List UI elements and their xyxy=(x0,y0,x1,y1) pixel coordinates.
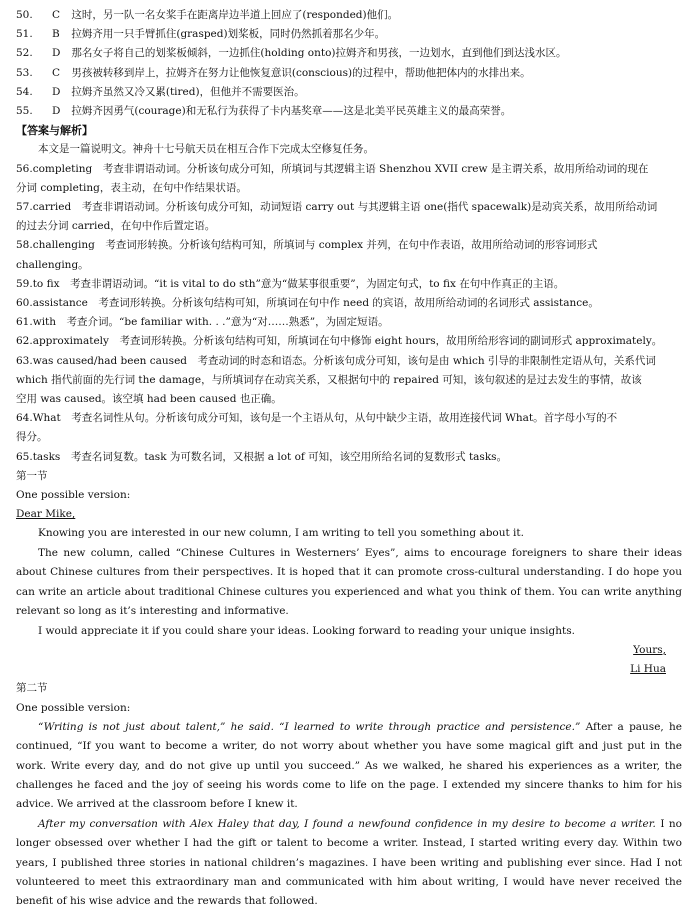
answer-line-52: 52. D 那名女子将自己的划桨板倾斜，一边抓住(holding onto)拉姆齐和男孩，一边划水，直到他们到达浅水区。 xyxy=(16,47,567,60)
section-2-version: One possible version: xyxy=(16,701,131,714)
grammar-item-56-cont: 分词 completing，表主动，在句中作结果状语。 xyxy=(16,181,247,194)
grammar-item-64: 64.What 考查名词性从句。分析该句成分可知，该句是一个主语从句，从句中缺少主语，故用连接代词 What。首字母小写的不 xyxy=(16,412,618,425)
analysis-heading: 【 答案与解析 】 xyxy=(16,121,682,140)
grammar-item-61: 61.with 考查介词。“be familiar with. . .”意为“对……熟悉”，为固定短语。 xyxy=(16,316,389,329)
answer-line-55: 55. D 拉姆齐因勇气(courage)和无私行为获得了卡内基奖章——这是北美平民英雄主义的最高荣誉。 xyxy=(16,105,512,118)
answer-line-51: 51. B 拉姆齐用一只手臂抓住(grasped)划桨板，同时仍然抓着那名少年。 xyxy=(16,28,386,41)
writing-section-1 xyxy=(16,467,682,679)
answer-line-53: 53. C 男孩被转移到岸上，拉姆齐在努力让他恢复意识(conscious)的过程中，帮助他把体内的水排出来。 xyxy=(16,66,531,79)
grammar-item-58: 58.challenging 考查词形转换。分析该句结构可知，所填词与 complex 并列，在句中作表语，故用所给动词的形容词形式 xyxy=(16,239,598,252)
cloze-answers xyxy=(16,6,682,121)
analysis-intro: 本文是一篇说明文。神舟十七号航天员在相互合作下完成太空修复任务。 xyxy=(38,143,374,156)
letter-paragraph-2: The new column, called “Chinese Cultures in Westerners’ Eyes”, aims to encourage foreigners to share their ideas about Chinese cultures from their perspectives. It is hoped that it can promote cross-cultural understanding. I do hope you can write an article about traditional Chinese cultures you experienced and what you think of them. You can write anything relevant so long as it’s interesting and informative. xyxy=(16,546,682,618)
grammar-item-65: 65.tasks 考查名词复数。task 为可数名词，又根据 a lot of 可知，该空用所给名词的复数形式 tasks。 xyxy=(16,450,508,463)
section-1-title: 第一节 xyxy=(16,469,48,482)
section-2-title: 第二节 xyxy=(16,682,48,695)
letter-paragraph-3: I would appreciate it if you could share your ideas. Looking forward to reading your unique insights. xyxy=(38,624,575,637)
grammar-answers xyxy=(16,160,682,467)
grammar-item-59: 59.to fix 考查非谓语动词。“it is vital to do sth”意为“做某事很重要”，为固定句式，to fix 在句中作真正的主语。 xyxy=(16,277,565,290)
letter-paragraph-1: Knowing you are interested in our new column, I am writing to tell you something about it. xyxy=(38,527,524,540)
grammar-item-64-cont: 得分。 xyxy=(16,431,48,444)
letter-closing: Yours, xyxy=(633,643,666,656)
story-paragraph-1: “Writing is not just about talent,” he said. “I learned to write through practice and persistence.” After a pause, he continued, “If you want to become a writer, do not worry about whether you have some magical gift and just put in the work. Write every day, and do not give up until you succeed.” As we walked, he shared his experiences as a writer, the challenges he faced and the joy of seeing his words come to life on the page. I extended my sincere thanks to him for his advice. We arrived at the classroom before I knew it. xyxy=(16,720,682,811)
grammar-item-58-cont: challenging。 xyxy=(16,258,89,271)
writing-section-2 xyxy=(16,679,682,911)
grammar-item-57-cont: 的过去分词 carried，在句中作后置定语。 xyxy=(16,220,216,233)
story-paragraph-2: After my conversation with Alex Haley that day, I found a newfound confidence in my desire to become a writer. I no longer obsessed over whether I had the gift or talent to become a writer. Instead, I started writing every day. Within two years, I published three stories in national children’s magazines. I have been writing and publishing ever since. Had I not volunteered to meet this extraordinary man and communicated with him about writing, I would have never received the benefit of his wise advice and the rewards that followed. xyxy=(16,817,682,908)
grammar-item-57: 57.carried 考查非谓语动词。分析该句成分可知，动词短语 carry out 与其逻辑主语 one(指代 spacewalk)是动宾关系，故用所给动词 xyxy=(16,201,658,214)
letter-signature: Li Hua xyxy=(630,663,666,676)
grammar-item-63-cont2: 空用 was caused。该空填 had been caused 也正确。 xyxy=(16,393,282,406)
grammar-item-56: 56.completing 考查非谓语动词。分析该句成分可知，所填词与其逻辑主语 Shenzhou XVII crew 是主谓关系，故用所给动词的现在 xyxy=(16,162,649,175)
section-1-version: One possible version: xyxy=(16,489,131,502)
answer-line-54: 54. D 拉姆齐虽然又冷又累(tired)，但他并不需要医治。 xyxy=(16,85,305,98)
grammar-item-62: 62.approximately 考查词形转换。分析该句结构可知，所填词在句中修饰 eight hours，故用所给形容词的副词形式 approximately。 xyxy=(16,335,663,348)
grammar-item-63-cont: which 指代前面的先行词 the damage，与所填词存在动宾关系，又根据句中的 repaired 可知，该句叙述的是过去发生的事情，故该 xyxy=(16,373,642,386)
grammar-item-63: 63.was caused/had been caused 考查动词的时态和语态。分析该句成分可知，该句是由 which 引导的非限制性定语从句，关系代词 xyxy=(16,354,656,367)
letter-salutation: Dear Mike, xyxy=(16,508,76,521)
answer-line-50: 50. C 这时，另一队一名女桨手在距离岸边半道上回应了(responded)他们。 xyxy=(16,9,399,21)
grammar-item-60: 60.assistance 考查词形转换。分析该句结构可知，所填词在句中作 need 的宾语，故用所给动词的名词形式 assistance。 xyxy=(16,297,599,310)
